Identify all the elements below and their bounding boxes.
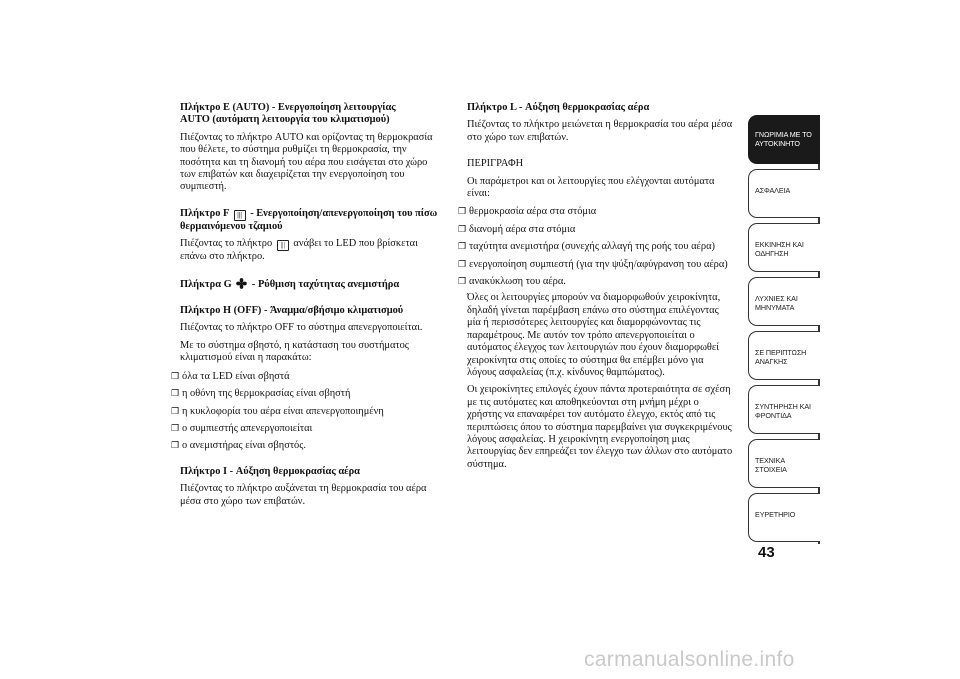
list-item-text: ταχύτητα ανεμιστήρα (συνεχής αλλαγή της ροής του αέρα)	[469, 241, 715, 253]
heading-key-i: Πλήκτρο I - Αύξηση θερμοκρασίας αέρα	[180, 465, 360, 477]
tab-starting-driving[interactable]: ΕΚΚΙΝΗΣΗ ΚΑΙ ΟΔΗΓΗΣΗ	[748, 223, 820, 272]
list-item: ❒ ταχύτητα ανεμιστήρα (συνεχής αλλαγή της ροής του αέρα)	[458, 241, 715, 253]
list-key-h	[171, 370, 442, 453]
list-item-text: ο ανεμιστήρας είναι σβηστός.	[182, 440, 306, 452]
list-item-text: ενεργοποίηση συμπιεστή (για την ψύξη/αφύγρανση του αέρα)	[469, 258, 728, 270]
heading-key-g-post: - Ρύθμιση ταχύτητας ανεμιστήρα	[251, 278, 400, 290]
list-item-text: η κυκλοφορία του αέρα είναι απενεργοποιημένη	[182, 405, 384, 417]
list-item: ❒ διανομή αέρα στα στόμια	[458, 223, 576, 235]
text-key-e: Πιέζοντας το πλήκτρο AUTO και ορίζοντας τη θερμοκρασία που θέλετε, το σύστημα ρυθμίζει τη θερμοκρασία, την ποσότητα και τη διανομή του αέρα που εισάγεται στο χώρο των επιβατών και διαχειρίζεται την ενεργοποίηση του συμπιεστή.	[180, 131, 433, 193]
list-item-text: θερμοκρασία αέρα στα στόμια	[469, 206, 597, 218]
heading-key-e	[180, 102, 442, 127]
text-key-i: Πιέζοντας το πλήκτρο αυξάνεται τη θερμοκρασία του αέρα μέσα στο χώρο των επιβατών.	[180, 483, 427, 507]
right-column	[458, 102, 735, 476]
list-item: ❒ η κυκλοφορία του αέρα είναι απενεργοποιημένη	[171, 405, 384, 417]
list-item-text: η οθόνη της θερμοκρασίας είναι σβηστή	[182, 388, 351, 400]
heading-description: ΠΕΡΙΓΡΑΦΗ	[467, 158, 524, 170]
rear-defrost-icon: |||	[234, 210, 246, 221]
list-item: ❒ όλα τα LED είναι σβηστά	[171, 370, 290, 382]
heading-key-g-pre: Πλήκτρα G	[180, 278, 232, 290]
heading-key-f-pre: Πλήκτρο F	[180, 207, 229, 219]
text-key-l: Πιέζοντας το πλήκτρο μειώνεται η θερμοκρασία του αέρα μέσα στο χώρο των επιβατών.	[467, 119, 733, 143]
heading-key-g	[180, 278, 442, 291]
list-item: ❒ ο συμπιεστής απενεργοποιείται	[171, 422, 313, 434]
list-item: ❒ ο ανεμιστήρας είναι σβηστός.	[171, 440, 306, 452]
heading-key-e-line2: AUTO (αυτόματη λειτουργία του κλιματισμού)	[180, 114, 390, 126]
list-item: ❒ ανακύκλωση του αέρα.	[458, 276, 566, 288]
list-item-text: ανακύκλωση του αέρα.	[469, 276, 566, 288]
tab-lights-messages[interactable]: ΛΥΧΝΙΕΣ ΚΑΙ ΜΗΝΥΜΑΤΑ	[748, 277, 820, 326]
list-item-text: ο συμπιεστής απενεργοποιείται	[182, 422, 313, 434]
list-description	[458, 205, 735, 288]
list-item: ❒ ενεργοποίηση συμπιεστή (για την ψύξη/αφύγρανση του αέρα)	[458, 258, 728, 270]
paragraph-manual-functions: Όλες οι λειτουργίες μπορούν να διαμορφωθούν χειροκίνητα, δηλαδή γίνεται παρέμβαση επάνω στο σύστημα επιλέγοντας μία ή περισσότερες λειτουργίες και διαμορφώνοντας τις παραμέτρους. Με αυτόν τον τρόπο απενεργοποιείται ο αυτόματος έλεγχος των λειτουργιών που έχουν διαμορφωθεί χειροκίνητα στις οποίες το σύστημα θα επέμβει μόνο για λόγους ασφαλείας (π.χ. κίνδυνος θαμπώματος).	[467, 292, 721, 378]
text-key-f-post: ανάβει το LED που βρίσκεται επάνω στο πλήκτρο.	[180, 238, 418, 263]
tab-emergency[interactable]: ΣΕ ΠΕΡΙΠΤΩΣΗ ΑΝΑΓΚΗΣ	[748, 331, 820, 380]
text-key-f-pre: Πιέζοντας το πλήκτρο	[180, 238, 273, 250]
section-tabs	[748, 115, 820, 547]
heading-key-l: Πλήκτρο L - Αύξηση θερμοκρασίας αέρα	[467, 102, 650, 113]
text-key-h-2: Με το σύστημα σβηστό, η κατάσταση του συστήματος κλιματισμού είναι η παρακάτω:	[180, 339, 409, 364]
tab-maintenance[interactable]: ΣΥΝΤΗΡΗΣΗ ΚΑΙ ΦΡΟΝΤΙΔΑ	[748, 385, 820, 434]
watermark: carmanualsonline.info	[584, 648, 795, 671]
tab-getting-to-know[interactable]: ΓΝΩΡΙΜΙΑ ΜΕ ΤΟ ΑΥΤΟΚΙΝΗΤΟ	[748, 115, 820, 164]
heading-key-f	[180, 208, 442, 233]
text-description: Οι παράμετροι και οι λειτουργίες που ελέγχονται αυτόματα είναι:	[467, 175, 715, 200]
heading-key-e-line1: Πλήκτρο E (AUTO) - Ενεργοποίηση λειτουργίας	[180, 102, 396, 113]
list-item: ❒ θερμοκρασία αέρα στα στόμια	[458, 206, 597, 218]
list-item: ❒ η οθόνη της θερμοκρασίας είναι σβηστή	[171, 388, 351, 400]
text-key-h: Πιέζοντας το πλήκτρο OFF το σύστημα απενεργοποιείται.	[180, 322, 423, 334]
paragraph-manual-priority: Οι χειροκίνητες επιλογές έχουν πάντα προτεραιότητα σε σχέση με τις αυτόματες και αποθηκεύονται στη μνήμη μέχρι ο χρήστης να επαναφέρει τον αυτόματο έλεγχο, εκτός από τις περιπτώσεις όπου το σύστημα παρεμβαίνει για συγκεκριμένους λόγους ασφαλείας. Η χειροκίνητη ενεργοποίηση μιας λειτουργίας δεν επηρεάζει τον έλεγχο των άλλων στο αυτόματο σύστημα.	[467, 384, 733, 470]
tab-safety[interactable]: ΑΣΦΑΛΕΙΑ	[748, 169, 820, 218]
page-number: 43	[758, 544, 775, 561]
list-item-text: όλα τα LED είναι σβηστά	[182, 370, 290, 382]
rear-defrost-icon: |||	[277, 240, 289, 251]
heading-key-h: Πλήκτρο H (OFF) - Άναμμα/σβήσιμο κλιματισμού	[180, 305, 404, 317]
fan-icon	[236, 278, 247, 289]
heading-key-f-post: - Ενεργοποίηση/απενεργοποίηση του πίσω θερμαινόμενου τζαμιού	[180, 207, 438, 232]
tab-technical-data[interactable]: ΤΕΧΝΙΚΑ ΣΤΟΙΧΕΙΑ	[748, 439, 820, 488]
left-column	[171, 102, 442, 513]
tab-index[interactable]: ΕΥΡΕΤΗΡΙΟ	[748, 493, 820, 542]
text-key-f	[180, 238, 442, 263]
list-item-text: διανομή αέρα στα στόμια	[469, 223, 576, 235]
